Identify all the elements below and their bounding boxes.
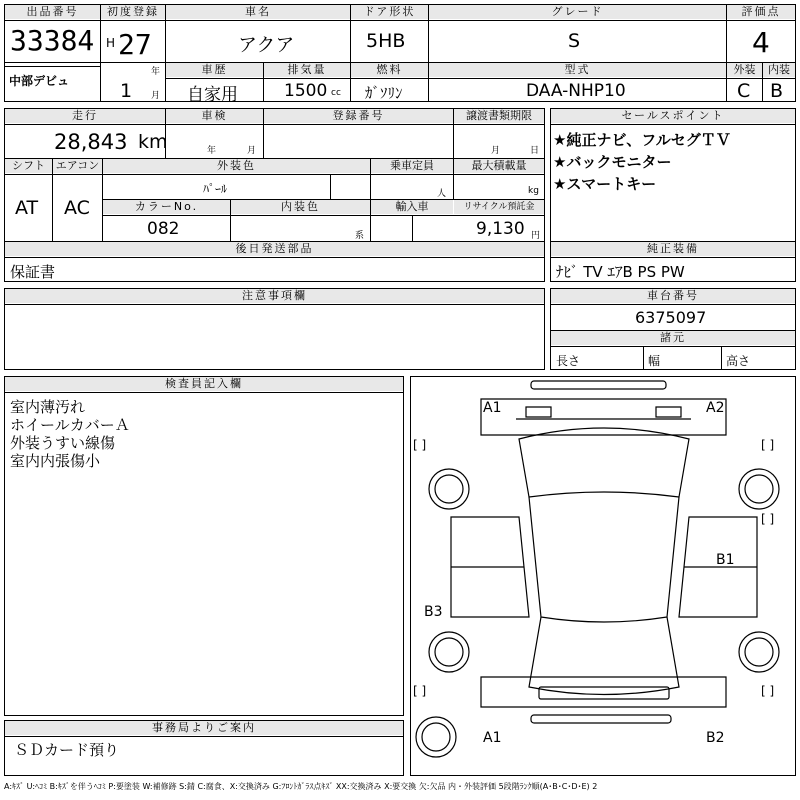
- int-color-header: 内装色: [231, 200, 370, 214]
- ac-header: エアコン: [53, 159, 102, 173]
- sales-point-1: ★純正ナビ、フルセグＴＶ: [553, 131, 731, 149]
- load-unit: kg: [528, 186, 539, 196]
- transfer-header: 譲渡書類期限: [454, 109, 544, 123]
- model: DAA-NHP10: [526, 81, 626, 101]
- ac: AC: [64, 197, 90, 219]
- recycle-unit: 円: [531, 231, 541, 241]
- diagram-label-a2-top: A2: [706, 400, 725, 416]
- equip-list: ﾅﾋﾞ TV ｴｱB PS PW: [556, 263, 685, 281]
- cc-unit: cc: [331, 88, 341, 98]
- sales-point-3: ★スマートキー: [553, 175, 657, 193]
- car-name: アクア: [238, 34, 295, 56]
- ext-color: ﾊﾟｰﾙ: [203, 182, 228, 196]
- car-diagram: [410, 376, 796, 776]
- displacement-header: 排気量: [264, 63, 350, 77]
- history: 自家用: [187, 85, 238, 105]
- reg-year: 27: [118, 28, 152, 61]
- reg-month: 1: [120, 80, 133, 102]
- door-type: 5HB: [366, 30, 406, 52]
- diagram-label-b2-bottom: B2: [706, 730, 725, 746]
- load-header: 最大積載量: [454, 159, 544, 173]
- svg-text:[ ]: [ ]: [761, 438, 775, 452]
- mileage: 28,843: [54, 130, 128, 154]
- length-label: 長さ: [556, 354, 581, 368]
- diagram-label-a1-top: A1: [483, 400, 502, 416]
- model-header: 型式: [429, 63, 726, 77]
- score-header: 評価点: [727, 5, 795, 19]
- damage-legend: A:ｷｽﾞ U:ﾍｺﾐ B:ｷｽﾞを伴うﾍｺﾐ P:要塗装 W:補修跡 S:錆 C:腐食、X:交換済み G:ﾌﾛﾝﾄｶﾞﾗｽ点ｷｽﾞ XX:交換済み X:要交換 欠:欠品 内・外装評価 5段階ﾗﾝｸ順(A･B･C･D･E) 2: [4, 782, 598, 791]
- import-header: 輸入車: [371, 200, 453, 214]
- insp-year-unit: 年: [207, 146, 217, 156]
- capacity-header: 乗車定員: [371, 159, 453, 173]
- width-label: 幅: [648, 354, 661, 368]
- lot-header: 出品番号: [5, 5, 100, 19]
- office-header: 事務局よりご案内: [5, 721, 403, 735]
- mileage-header: 走行: [5, 109, 165, 123]
- chassis-number: 6375097: [635, 308, 707, 327]
- height-label: 高さ: [726, 354, 751, 368]
- shift-header: シフト: [5, 159, 52, 173]
- recycle-header: リサイクル預託金: [454, 200, 544, 214]
- history-header: 車歴: [166, 63, 263, 77]
- sales-point-2: ★バックモニター: [553, 153, 672, 171]
- inspector-note-4: 室内内張傷小: [10, 452, 101, 470]
- door-header: ドア形状: [351, 5, 428, 19]
- equip-header: 純正装備: [551, 242, 795, 256]
- inspection-header: 車検: [166, 109, 263, 123]
- car-outline-diagram: [411, 377, 797, 777]
- grade-header: グレード: [429, 5, 726, 19]
- diagram-label-a1-bottom: A1: [483, 730, 502, 746]
- era: H: [106, 36, 116, 50]
- color-no: 082: [147, 219, 180, 239]
- recycle-amount: 9,130: [476, 219, 525, 239]
- mileage-unit: km: [138, 131, 168, 153]
- dims-header: 諸元: [551, 331, 795, 345]
- interior-grade: B: [770, 80, 784, 102]
- fuel: ｶﾞｿﾘﾝ: [365, 84, 403, 102]
- capacity-unit: 人: [437, 189, 447, 199]
- sales-header: セールスポイント: [551, 109, 795, 123]
- office-text: ＳＤカード預り: [14, 741, 120, 759]
- insp-month-unit: 月: [247, 146, 257, 156]
- inspector-note-2: ホイールカバーＡ: [10, 416, 130, 434]
- year-unit: 年: [151, 67, 161, 77]
- diagram-label-b1: B1: [716, 552, 735, 568]
- shift: AT: [15, 197, 39, 219]
- inspector-note-1: 室内薄汚れ: [10, 398, 86, 416]
- interior-header: 内装: [763, 63, 795, 77]
- month-unit: 月: [151, 91, 161, 101]
- grade: S: [568, 30, 581, 52]
- name-header: 車名: [166, 5, 350, 19]
- reg-no-header: 登録番号: [264, 109, 453, 123]
- lot-number: 33384: [10, 24, 95, 57]
- later-items: 保証書: [10, 263, 56, 281]
- int-color-unit: 系: [355, 231, 365, 241]
- ext-color-header: 外装色: [103, 159, 370, 173]
- svg-text:[ ]: [ ]: [413, 684, 427, 698]
- svg-text:[ ]: [ ]: [413, 438, 427, 452]
- diagram-label-b3: B3: [424, 604, 443, 620]
- inspector-note-3: 外装うすい線傷: [10, 434, 116, 452]
- exterior-header: 外装: [727, 63, 762, 77]
- venue: 中部デビュ: [9, 74, 70, 88]
- fuel-header: 燃料: [351, 63, 428, 77]
- later-header: 後日発送部品: [5, 242, 544, 256]
- inspector-header: 検査員記入欄: [5, 377, 403, 391]
- svg-text:[ ]: [ ]: [761, 512, 775, 526]
- chassis-header: 車台番号: [551, 289, 795, 303]
- svg-text:[ ]: [ ]: [761, 684, 775, 698]
- transfer-day-unit: 日: [530, 146, 540, 156]
- displacement: 1500: [284, 81, 328, 101]
- transfer-month-unit: 月: [491, 146, 501, 156]
- color-no-header: カラーNo.: [103, 200, 230, 214]
- notes-header: 注意事項欄: [5, 289, 544, 303]
- score: 4: [752, 26, 770, 59]
- exterior-grade: C: [737, 80, 751, 102]
- first-reg-header: 初度登録: [101, 5, 165, 19]
